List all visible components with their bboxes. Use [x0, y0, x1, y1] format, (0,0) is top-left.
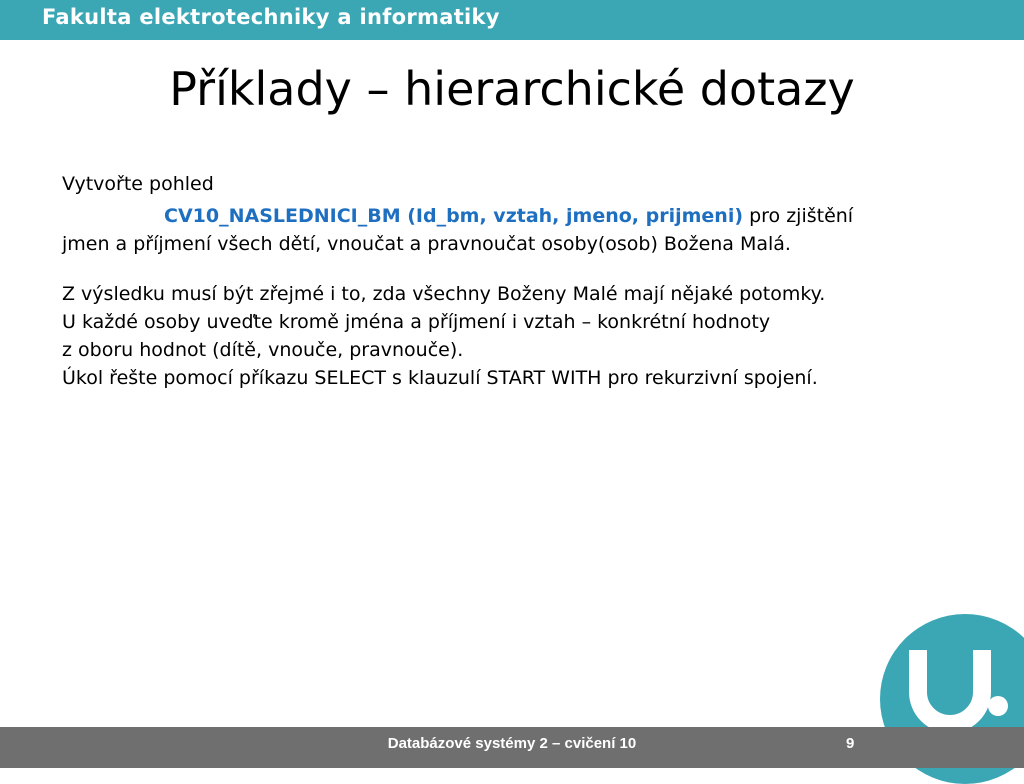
view-desc-line: jmen a příjmení všech dětí, vnoučat a pravnoučat osoby(osob) Božena Malá.: [62, 233, 791, 255]
slide-body: [62, 170, 992, 392]
requirement-line-4: Úkol řešte pomocí příkazu SELECT s klauzulí START WITH pro rekurzivní spojení.: [62, 367, 818, 389]
requirement-line-2: U každé osoby uveďte kromě jména a příjmení i vztah – konkrétní hodnoty: [62, 311, 771, 333]
view-name: CV10_NASLEDNICI_BM (Id_bm, vztah, jmeno, prijmeni): [164, 205, 744, 227]
page-number: 9: [846, 735, 855, 752]
course-name: Databázové systémy 2 – cvičení 10: [387, 735, 637, 752]
slide-title: Příklady – hierarchické dotazy: [169, 62, 855, 116]
footer-bar: [0, 727, 1024, 768]
requirement-line-3: z oboru hodnot (dítě, vnouče, pravnouče).: [62, 339, 464, 361]
requirement-line-1: Z výsledku musí být zřejmé i to, zda všechny Boženy Malé mají nějaké potomky.: [62, 283, 826, 305]
intro-line: Vytvořte pohled: [62, 173, 214, 195]
faculty-name: Fakulta elektrotechniky a informatiky: [42, 5, 500, 29]
view-line: [62, 202, 992, 230]
view-desc: pro zjištění: [743, 205, 854, 227]
header-bar: [0, 0, 1024, 40]
